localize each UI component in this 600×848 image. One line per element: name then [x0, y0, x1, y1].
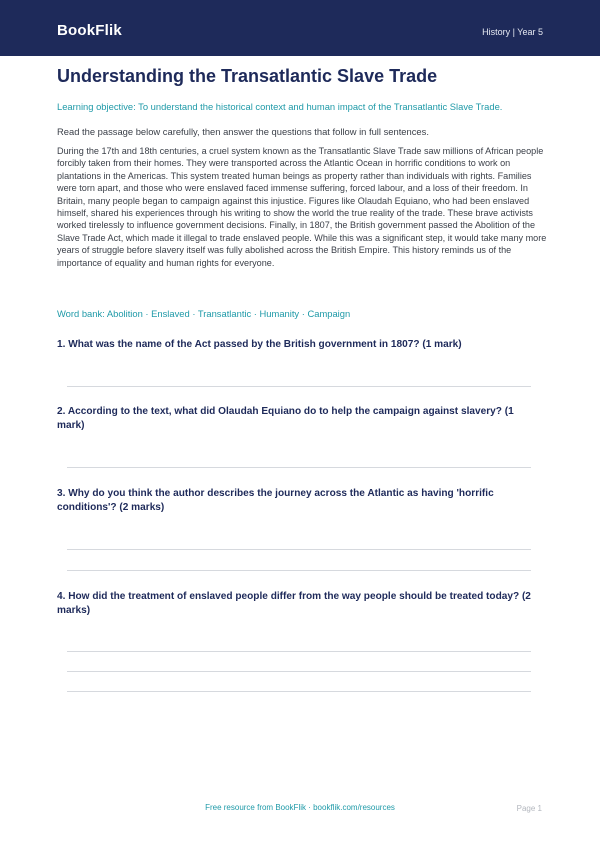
answer-line[interactable]	[67, 691, 531, 692]
answer-line[interactable]	[67, 651, 531, 652]
answer-line[interactable]	[67, 549, 531, 550]
page-title: Understanding the Transatlantic Slave Trade	[57, 66, 438, 86]
subject-year-label: History | Year 5	[482, 27, 543, 37]
instruction-text: Read the passage below carefully, then answer the questions that follow in full sentences.	[57, 126, 429, 137]
header-bar	[0, 0, 600, 56]
question-3: 3. Why do you think the author describes the journey across the Atlantic as having 'horrific conditions'? (2 marks)	[57, 488, 494, 513]
reading-passage: During the 17th and 18th centuries, a cruel system known as the Transatlantic Slave Trade saw millions of African people forcibly taken from their homes. They were transported across the Atlantic Ocean in horrific conditions to work on plantations in the Americas. This system treated human beings as property rather than individuals with rights. Families were torn apart, and those who were enslaved faced immense suffering, forced labour, and a loss of their freedom. In Britain, many people began to campaign against this injustice. Figures like Olaudah Equiano, who had been enslaved himself, shared his experiences through his writing to show the world the true reality of the trade. These brave activists worked tirelessly to influence government decisions. Finally, in 1807, the British government passed the Abolition of the Slave Trade Act, which made it illegal to trade enslaved people. While this was a significant step, it would take many more years of struggle before slavery itself was fully abolished across the British Empire. This history reminds us of the importance of equality and human rights for everyone.	[57, 146, 547, 268]
learning-objective: Learning objective: To understand the historical context and human impact of the Transatlantic Slave Trade.	[57, 101, 503, 112]
footer-resource-link[interactable]: Free resource from BookFlik · bookflik.com/resources	[205, 803, 395, 812]
answer-line[interactable]	[67, 467, 531, 468]
question-2: 2. According to the text, what did Olaudah Equiano do to help the campaign against slavery? (1 mark)	[57, 406, 514, 431]
word-bank: Word bank: Abolition · Enslaved · Transatlantic · Humanity · Campaign	[57, 308, 351, 319]
page-number: Page 1	[516, 804, 542, 813]
answer-line[interactable]	[67, 671, 531, 672]
question-1: 1. What was the name of the Act passed by the British government in 1807? (1 mark)	[57, 339, 462, 350]
brand-logo[interactable]: BookFlik	[57, 22, 122, 39]
answer-line[interactable]	[67, 386, 531, 387]
answer-line[interactable]	[67, 570, 531, 571]
question-4: 4. How did the treatment of enslaved people differ from the way people should be treated today? (2 marks)	[57, 591, 531, 616]
